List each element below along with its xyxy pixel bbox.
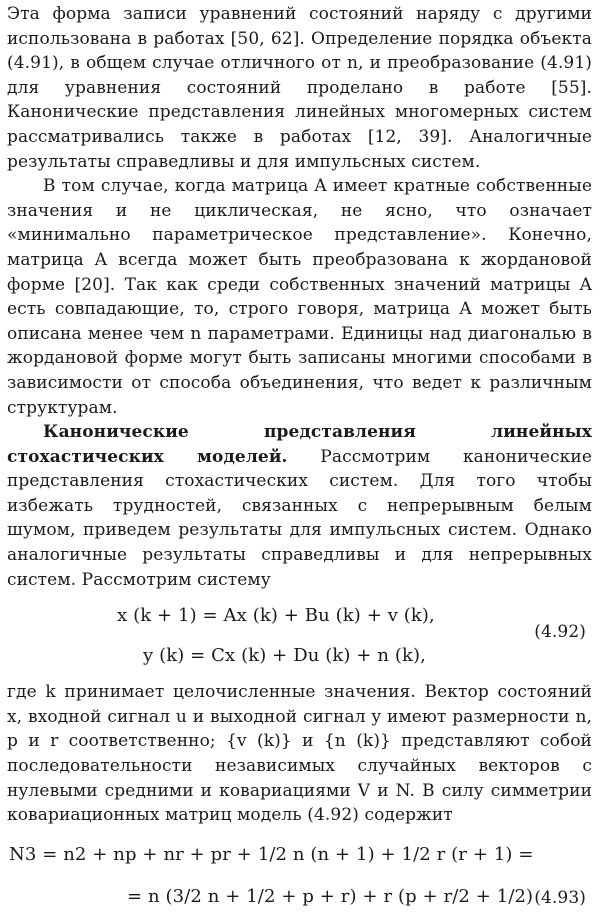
equation-4-92: [7, 598, 592, 674]
paragraph-4: где k принимает целочисленные значения. Вектор состояний x, входной сигнал u и выходной сигнал y имеют размерности n, p и r соответственно; {v (k)} и {n (k)} представляют собой последовательности независимых случайных векторов с нулевыми средними и ковариациями V и N. В силу симметрии ковариационных матриц модель (4.92) содержит: [7, 682, 592, 826]
paragraph-2: В том случае, когда матрица A имеет кратные собственные значения и не циклическая, не ясно, что означает «минимально параметрическое представление». Конечно, матрица A всегда может быть преобразована к жордановой форме [20]. Так как среди собственных значений матрицы A есть совпадающие, то, строго говоря, матрица A может быть описана менее чем n параметрами. Единицы над диагональю в жордановой форме могут быть записаны многими способами в зависимости от способа объединения, что ведет к различным структурам.: [7, 176, 592, 418]
equation-4-92-number: (4.92): [534, 622, 586, 643]
section-heading: Канонические представления линейных стохастических моделей.: [7, 422, 592, 467]
equation-4-93: [7, 834, 592, 918]
equation-4-93-line-2: = n (3/2 n + 1/2 + p + r) + r (p + r/2 + 1/2): [127, 885, 534, 907]
paragraph-3-body: Рассмотрим канонические представления стохастических систем. Для того чтобы избежать трудностей, связанных с непрерывным белым шумом, приведем результаты для импульсных систем. Однако аналогичные результаты справедливы и для непрерывных систем. Рассмотрим систему: [7, 446, 592, 590]
equation-4-93-number: (4.93): [534, 887, 586, 908]
paragraph-3: [7, 420, 592, 592]
equation-4-92-line-1: x (k + 1) = Ax (k) + Bu (k) + v (k),: [117, 605, 435, 627]
equation-4-93-line-1: N3 = n2 + np + nr + pr + 1/2 n (n + 1) + 1/2 r (r + 1) =: [9, 843, 534, 865]
equation-4-92-line-2: y (k) = Cx (k) + Du (k) + n (k),: [143, 645, 426, 667]
paragraph-1: Эта форма записи уравнений состояний наряду с другими использована в работах [50, 62]. Определение порядка объекта (4.91), в общем случае отличного от n, и преобразование (4.91) для уравнения состояний проделано в работе [55]. Канонические представления линейных многомерных систем рассматривались также в работах [12, 39]. Аналогичные результаты справедливы и для импульсных систем.: [7, 4, 592, 172]
